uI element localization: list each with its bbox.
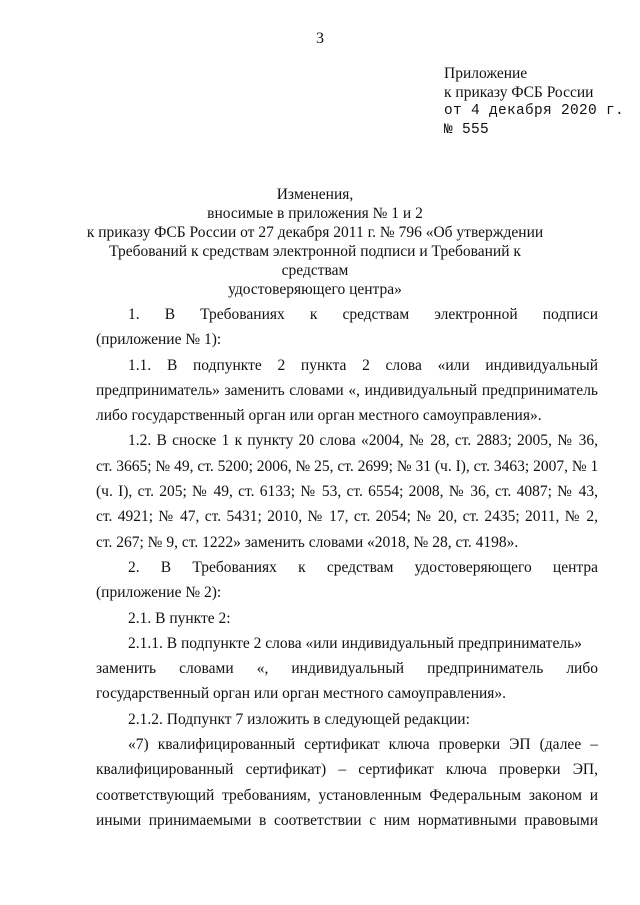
document-body: [96, 302, 598, 833]
appendix-line-2: к приказу ФСБ России: [444, 84, 594, 101]
body-line: квалифицированный сертификат) – сертификат ключа проверки ЭП,: [96, 761, 598, 779]
body-line: (приложение № 2):: [96, 584, 222, 602]
body-line: (приложение № 1):: [96, 331, 222, 349]
body-line: 1.2. В сноске 1 к пункту 20 слова «2004, № 28, ст. 2883; 2005, № 36,: [128, 432, 598, 450]
body-line: 2.1.2. Подпункт 7 изложить в следующей редакции:: [128, 710, 470, 728]
body-line: либо государственный орган или орган местного самоуправления».: [96, 407, 542, 425]
body-line: «7) квалифицированный сертификат ключа проверки ЭП (далее –: [128, 736, 598, 754]
body-line: 2.1.1. В подпункте 2 слова «или индивидуальный предприниматель»: [128, 634, 582, 652]
page-number: 3: [316, 30, 324, 47]
document-title: [80, 185, 550, 299]
body-line: 2. В Требованиях к средствам удостоверяющего центра: [128, 558, 598, 576]
body-line: соответствующий требованиям, установленным Федеральным законом и: [96, 786, 598, 804]
body-line: ст. 3665; № 49, ст. 5200; 2006, № 25, ст. 2699; № 31 (ч. I), ст. 3463; 2007, № 1: [96, 457, 599, 475]
appendix-number: № 555: [444, 122, 490, 138]
body-line: предприниматель» заменить словами «, индивидуальный предприниматель: [96, 381, 598, 399]
appendix-header: [444, 64, 624, 140]
body-line: 1. В Требованиях к средствам электронной подписи: [128, 306, 598, 323]
body-line: 2.1. В пункте 2:: [128, 609, 231, 627]
body-line: 1.1. В подпункте 2 пункта 2 слова «или индивидуальный: [128, 356, 598, 374]
title-line-2: вносимые в приложения № 1 и 2: [207, 205, 423, 222]
title-line-1: Изменения,: [276, 186, 354, 203]
body-line: государственный орган или орган местного самоуправления».: [96, 685, 507, 703]
body-line: ст. 4921; № 47, ст. 5431; 2010, № 17, ст. 2054; № 20, ст. 2435; 2011, № 2,: [96, 508, 598, 526]
body-line: заменить словами «, индивидуальный предприниматель либо: [96, 660, 598, 678]
title-line-3: к приказу ФСБ России от 27 декабря 2011 г. № 796 «Об утверждении: [86, 224, 544, 241]
title-line-5: удостоверяющего центра»: [228, 281, 402, 298]
body-line: иными принимаемыми в соответствии с ним нормативными правовыми: [96, 811, 598, 829]
appendix-line-1: Приложение: [444, 65, 528, 82]
appendix-date: от 4 декабря 2020 г.: [444, 103, 625, 119]
body-line: (ч. I), ст. 205; № 49, ст. 6133; № 53, ст. 6554; 2008, № 36, ст. 4087; № 43,: [96, 483, 598, 501]
title-line-4: Требований к средствам электронной подписи и Требований к средствам: [109, 243, 521, 279]
body-line: ст. 267; № 9, ст. 1222» заменить словами «2018, № 28, ст. 4198».: [96, 533, 519, 551]
